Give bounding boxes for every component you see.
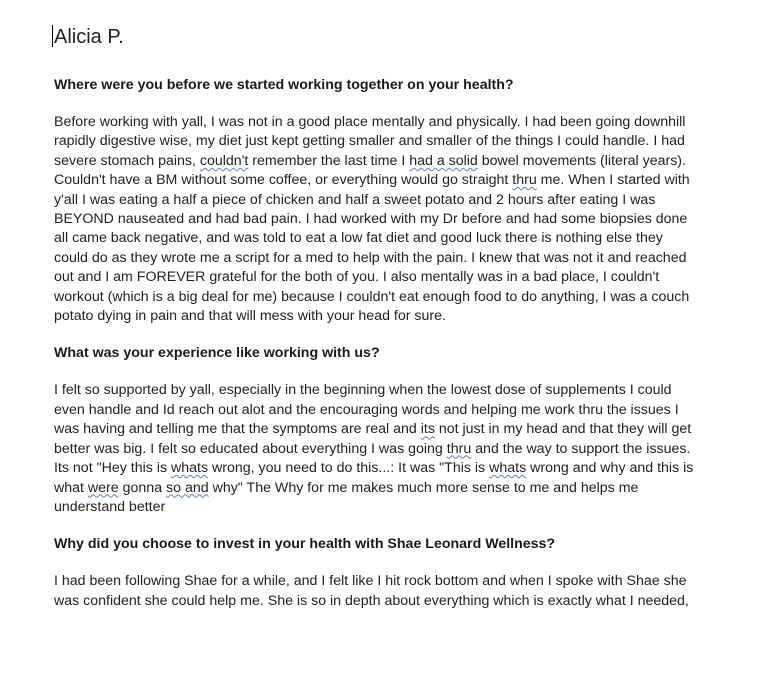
answer-text: I had been following Shae for a while, and I felt like I hit rock bottom and when I spoke with Shae she was confident she could help me. She is so in depth about everything which is exactly what I needed,: [54, 573, 689, 609]
misspelled-word[interactable]: whats: [171, 460, 209, 477]
document-page: [54, 20, 694, 628]
question-3[interactable]: Why did you choose to invest in your health with Shae Leonard Wellness?: [54, 536, 556, 553]
misspelled-word[interactable]: so and: [166, 479, 209, 496]
text-cursor: [52, 25, 53, 47]
answer-2[interactable]: [54, 381, 694, 517]
misspelled-word[interactable]: its: [420, 421, 435, 438]
misspelled-word[interactable]: thru: [446, 440, 472, 457]
misspelled-word[interactable]: thru: [512, 172, 537, 189]
misspelled-word[interactable]: couldn't: [199, 152, 249, 169]
misspelled-word[interactable]: were: [87, 479, 119, 496]
answer-text: Before working with yall, I was not in a good place mentally and physically. I had been going downhill rapidly digestive wise, my diet just kept getting smaller and smaller of the things I could handle. I had severe stomach pains,: [54, 114, 686, 169]
answer-text: and the way to support the issues. Its not "Hey this is: [54, 440, 691, 477]
question-1[interactable]: Where were you before we started working together on your health?: [54, 77, 514, 93]
answer-text: wrong, you need to do this...: It was "This is: [208, 460, 490, 477]
testimonial-name[interactable]: Alicia P.: [54, 26, 124, 48]
answer-text: not just in my head and that they will get better was big. I felt so educated about everything I was going: [54, 421, 692, 457]
answer-text: remember the last time I: [248, 152, 410, 169]
misspelled-word[interactable]: had a solid: [409, 152, 478, 169]
question-2[interactable]: What was your experience like working with us?: [54, 345, 380, 362]
answer-3[interactable]: [54, 572, 694, 611]
answer-text: gonna: [118, 479, 167, 496]
answer-text: I felt so supported by yall, especially in the beginning when the lowest dose of supplements I could even handle and Id reach out alot and the encouraging words and helping me work thru the issues I was having and telling me that the symptoms are real and: [54, 382, 679, 438]
answer-1[interactable]: [54, 113, 694, 326]
answer-text: me. When I started with y'all I was eating a half a piece of chicken and half a sweet potato and 2 hours after eating I was BEYOND nauseated and had bad pain. I had worked with my Dr before and had some biopsies done all came back negative, and was told to eat a low fat diet and good luck there is nothing else they could do as they wrote me a script for a med to help with the pain. I knew that was not it and reached out and I am FOREVER grateful for the both of you. I also mentally was in a bad place, I couldn't workout (which is a big deal for me) because I couldn't eat enough food to do anything, I was a couch potato dying in pain and that will mess with your head for sure.: [54, 172, 690, 325]
answer-text: wrong and why and this is what: [54, 460, 694, 496]
answer-text: bowel movements (literal years). Couldn't have a BM without some coffee, or everything would go straight: [54, 152, 686, 189]
answer-text: why" The Why for me makes much more sense to me and helps me understand better: [54, 479, 639, 515]
misspelled-word[interactable]: whats: [489, 460, 527, 477]
